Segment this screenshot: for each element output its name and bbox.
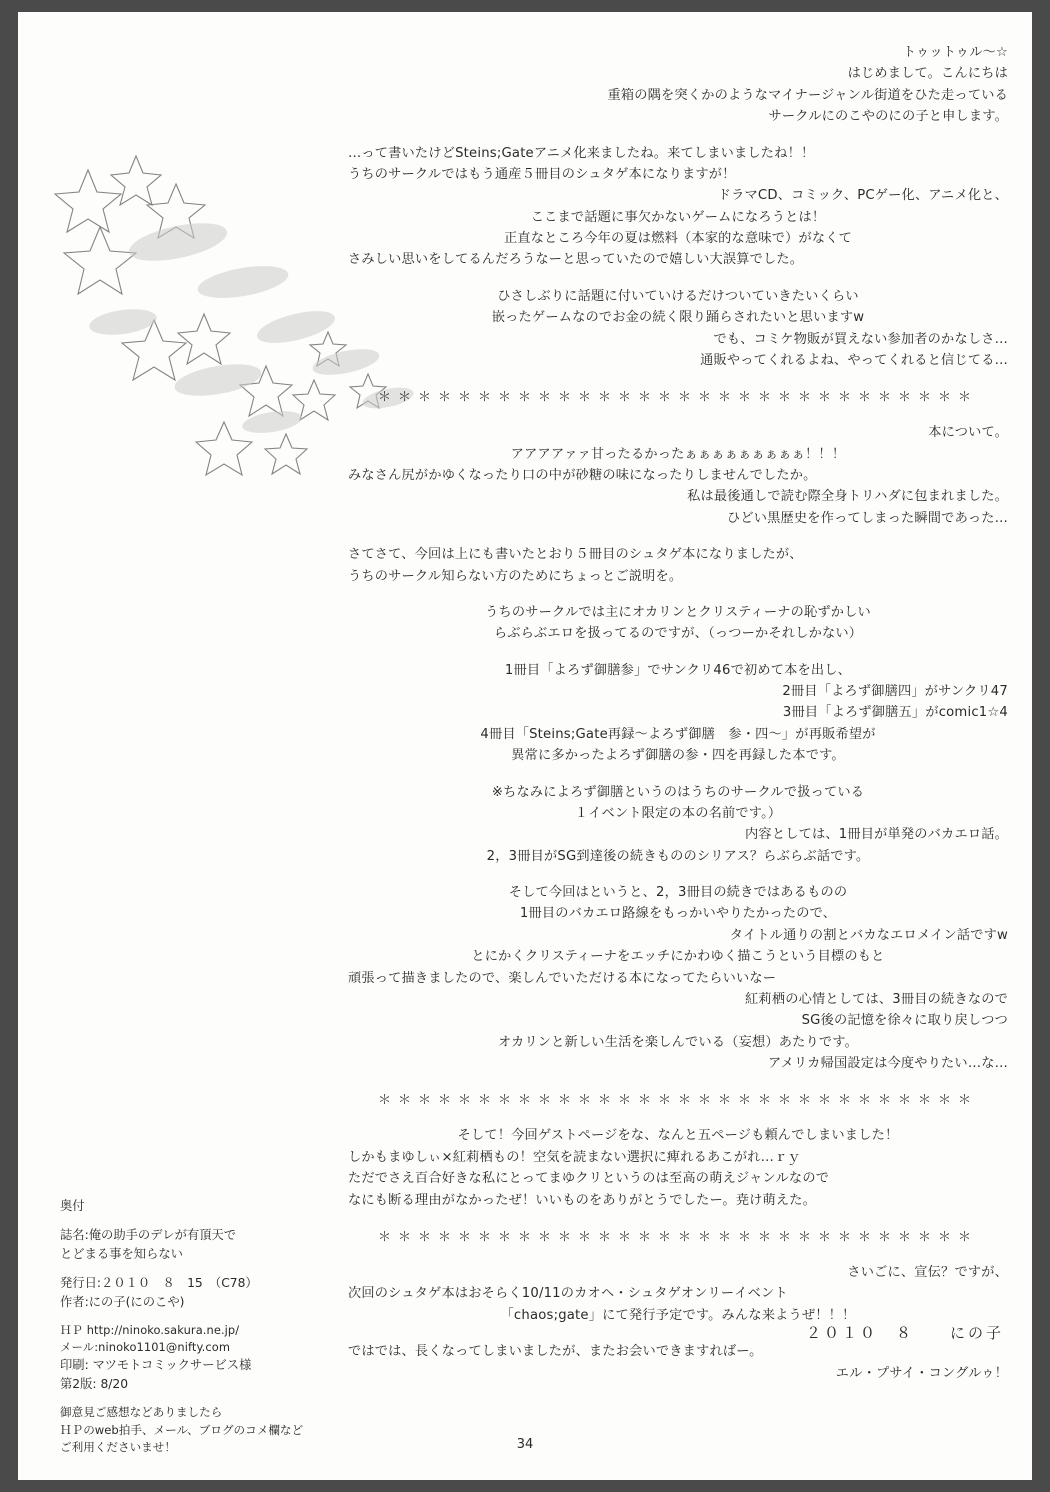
text-line: ひさしぶりに話題に付いていけるだけついていきたいくらい xyxy=(497,288,859,304)
afterword-block-7 xyxy=(348,660,1008,767)
text-line: １イベント限定の本の名前です。） xyxy=(574,805,782,821)
text-line: みなさん尻がかゆくなったり口の中が砂糖の味になったりしませんでしたか。 xyxy=(348,468,817,484)
text-line: 1冊目「よろず御膳参」でサンクリ46で初めて本を出し、 xyxy=(504,662,852,678)
afterword-block-11 xyxy=(348,1262,1008,1326)
text-line: トゥットゥル～☆ xyxy=(902,45,1008,60)
text-line: とにかくクリスティーナをエッチにかわゆく描こうという目標のもと xyxy=(471,949,885,965)
text-line: 私は最後通しで読む際全身トリハダに包まれました。 xyxy=(687,489,1008,505)
text-line: さみしい思いをしてるんだろうなーと思っていたので嬉しい大誤算でした。 xyxy=(348,252,804,268)
colophon-homepage[interactable]: ＨＰ http://ninoko.sakura.ne.jp/ xyxy=(60,1323,240,1338)
signature-line: ２０１０ ８ にの子 xyxy=(805,1324,1004,1342)
afterword-block-3 xyxy=(348,286,1008,372)
text-line: 正直なところ今年の夏は燃料（本家的な意味で）がなくて xyxy=(503,231,853,246)
text-line: …って書いたけどSteins;Gateアニメ化来ましたね。来てしまいましたね！！ xyxy=(348,145,815,161)
text-line: SG後の記憶を徐々に取り戻しつつ xyxy=(801,1013,1008,1029)
text-line: 通販やってくれるよね、やってくれると信じてる… xyxy=(700,352,1008,368)
text-line: 本について。 xyxy=(928,425,1008,441)
text-line: らぶらぶエロを扱ってるのですが、（っつーかそれしかない） xyxy=(493,626,863,642)
text-line: タイトル通りの割とバカなエロメイン話ですw xyxy=(729,927,1008,943)
text-line: 重箱の隅を突くかのようなマイナージャンル街道をひた走っている xyxy=(607,87,1008,103)
text-line: 異常に多かったよろず御膳の参・四を再録した本です。 xyxy=(511,748,845,764)
text-line: ただでさえ百合好きな私にとってまゆクリというのは至高の萌えジャンルなので xyxy=(348,1171,830,1187)
text-line: ひどい黒歴史を作ってしまった瞬間であった… xyxy=(726,510,1008,526)
text-line: 2，3冊目がSG到達後の続きもののシリアス？らぶらぶ話です。 xyxy=(486,848,870,864)
text-line: ここまで話題に事欠かないゲームになろうとは！ xyxy=(530,209,826,225)
text-line: オカリンと新しい生活を楽しんでいる（妄想）あたりです。 xyxy=(497,1034,858,1050)
text-line: しかもまゆしぃ×紅莉栖もの！空気を読まない選択に痺れるあこがれ…ｒｙ xyxy=(348,1149,801,1165)
colophon-title-line: とどまる事を知らない xyxy=(60,1246,183,1261)
colophon-heading: 奥付 xyxy=(60,1199,85,1213)
colophon-note-line: ＨＰのweb拍手、メール、ブログのコメ欄など xyxy=(60,1422,304,1437)
text-line: うちのサークルではもう通産５冊目のシュタゲ本になりますが！ xyxy=(348,166,736,182)
text-line: 「chaos;gate」にて発行予定です。みんな来ようぜ！！！ xyxy=(500,1307,856,1323)
afterword-block-5 xyxy=(348,544,1008,587)
colophon xyxy=(60,1197,390,1467)
afterword-block-12 xyxy=(348,1341,1008,1384)
text-line: 1冊目のバカエロ路線をもっかいやりたかったので、 xyxy=(519,906,837,922)
text-line: 3冊目「よろず御膳五」がcomic1☆4 xyxy=(782,705,1008,721)
text-line: 紅莉栖の心情としては、3冊目の続きなので xyxy=(745,991,1008,1007)
text-line: ではでは、長くなってしまいましたが、またお会いできますればー。 xyxy=(348,1344,763,1360)
colophon-date: 発行日:２０１０ ８ 15 （C78） xyxy=(60,1276,258,1291)
afterword-block-6 xyxy=(348,602,1008,645)
colophon-edition: 第2版: 8/20 xyxy=(60,1376,129,1391)
text-line: 内容としては、1冊目が単発のバカエロ話。 xyxy=(745,827,1008,843)
text-line: そして！今回ゲストページをな、なんと五ページも頼んでしまいました！ xyxy=(457,1128,899,1144)
text-line: ※ちなみによろず御膳というのはうちのサークルで扱っている xyxy=(491,784,865,800)
colophon-author: 作者:にの子(にのこや) xyxy=(60,1294,185,1309)
text-line: 4冊目「Steins;Gate再録～よろず御膳 参・四～」が再販希望が xyxy=(480,726,876,742)
afterword-block-9 xyxy=(348,882,1008,1074)
afterword-block-1 xyxy=(348,42,1008,128)
afterword-text xyxy=(348,42,1008,1399)
colophon-contact-group xyxy=(60,1322,390,1393)
colophon-publication-group xyxy=(60,1274,390,1311)
text-line: さてさて、今回は上にも書いたとおり５冊目のシュタゲ本になりましたが、 xyxy=(348,547,803,563)
afterword-block-10 xyxy=(348,1125,1008,1211)
text-line: アメリカ帰国設定は今度やりたい…な… xyxy=(767,1056,1008,1072)
colophon-email[interactable]: メール:ninoko1101@nifty.com xyxy=(60,1340,231,1355)
separator-line-2: ＊＊＊＊＊＊＊＊＊＊＊＊＊＊＊＊＊＊＊＊＊＊＊＊＊＊＊＊＊＊ xyxy=(377,1093,978,1109)
separator-line: ＊＊＊＊＊＊＊＊＊＊＊＊＊＊＊＊＊＊＊＊＊＊＊＊＊＊＊＊＊＊ xyxy=(377,390,978,406)
colophon-printer: 印刷: マツモトコミックサービス様 xyxy=(60,1358,252,1373)
text-line: サークルにのこやのにの子と申します。 xyxy=(768,109,1008,125)
text-line: アアアアァァ甘ったるかったぁぁぁぁぁぁぁぁぁ！！！ xyxy=(510,446,846,462)
page-number: 34 xyxy=(516,1437,534,1452)
afterword-block-8 xyxy=(348,782,1008,868)
colophon-note-line: 御意見ご感想などありましたら xyxy=(60,1405,223,1420)
afterword-block-4 xyxy=(348,422,1008,529)
text-line: ドラマCD、コミック、PCゲー化、アニメ化と、 xyxy=(717,188,1008,204)
colophon-title-group xyxy=(60,1226,390,1263)
colophon-title-line: 誌名:俺の助手のデレが有頂天で xyxy=(60,1228,237,1243)
text-line: エル・プサイ・コングルゥ！ xyxy=(835,1365,1008,1381)
text-line: うちのサークルでは主にオカリンとクリスティーナの恥ずかしい xyxy=(485,604,871,620)
colophon-heading-group xyxy=(60,1197,390,1215)
text-line: はじめまして。こんにちは xyxy=(847,66,1008,82)
text-line: でも、コミケ物販が買えない参加者のかなしさ… xyxy=(713,331,1008,347)
afterword-block-2 xyxy=(348,143,1008,271)
colophon-note-line: ご利用くださいませ！ xyxy=(60,1440,176,1455)
separator-line-3: ＊＊＊＊＊＊＊＊＊＊＊＊＊＊＊＊＊＊＊＊＊＊＊＊＊＊＊＊＊＊ xyxy=(377,1229,978,1245)
text-line: なにも断る理由がなかったぜ！いいものをありがとうでしたー。尭け萌えた。 xyxy=(348,1192,817,1208)
text-line: 嵌ったゲームなのでお金の続く限り踊らされたいと思いますw xyxy=(491,310,865,326)
text-line: 次回のシュタゲ本はおそらく10/11のカオヘ・シュタゲオンリーイベント xyxy=(348,1286,788,1302)
doujinshi-page xyxy=(18,12,1032,1480)
text-line: 頑張って描きましたので、楽しんでいただける本になってたらいいなー xyxy=(348,970,777,986)
text-line: そして今回はというと、2，3冊目の続きではあるものの xyxy=(508,885,848,901)
text-line: さいごに、宣伝？ですが、 xyxy=(847,1265,1008,1281)
text-line: 2冊目「よろず御膳四」がサンクリ47 xyxy=(782,684,1008,700)
text-line: うちのサークル知らない方のためにちょっとご説明を。 xyxy=(348,568,683,584)
